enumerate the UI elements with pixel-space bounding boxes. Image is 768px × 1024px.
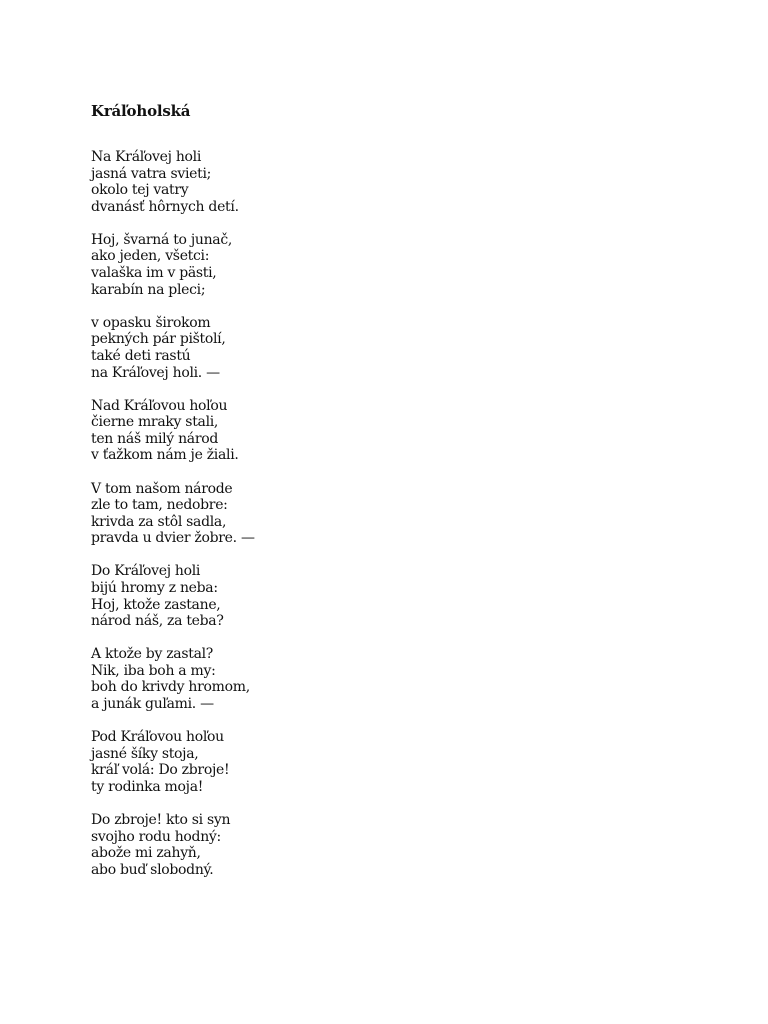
poem-line: bijú hromy z neba: — [91, 579, 218, 596]
poem-line: abo buď slobodný. — [91, 861, 214, 878]
stanza — [91, 812, 691, 878]
poem-line: Pod Kráľovou hoľou — [91, 729, 224, 746]
poem-line: v opasku širokom — [91, 314, 211, 331]
poem-line: jasná vatra svieti; — [91, 165, 212, 182]
poem-line: pekných pár pištolí, — [91, 331, 226, 348]
poem-line: abože mi zahyň, — [91, 845, 201, 862]
poem-line: Nad Kráľovou hoľou — [91, 397, 228, 414]
poem-line: krivda za stôl sadla, — [91, 513, 227, 530]
poem-line: pravda u dvier žobre. — — [91, 530, 255, 547]
poem-line: ty rodinka moja! — [91, 778, 204, 795]
poem-line: kráľ volá: Do zbroje! — [91, 762, 230, 779]
poem-line: svojho rodu hodný: — [91, 828, 221, 845]
stanza — [91, 563, 691, 629]
poem-line: jasné šíky stoja, — [91, 745, 199, 762]
poem-line: valaška im v pästi, — [91, 265, 217, 282]
poem-line: V tom našom národe — [91, 480, 233, 497]
poem-line: Do Kráľovej holi — [91, 563, 201, 580]
poem-line: na Kráľovej holi. — — [91, 364, 220, 381]
poem-body — [91, 149, 691, 878]
stanza — [91, 232, 691, 298]
poem-line: dvanásť hôrnych detí. — [91, 198, 239, 215]
poem-title: Kráľoholská — [91, 102, 191, 120]
stanza — [91, 315, 691, 381]
poem-line: A ktože by zastal? — [91, 646, 213, 663]
stanza — [91, 646, 691, 712]
poem-line: a junák guľami. — — [91, 696, 214, 713]
poem-line: okolo tej vatry — [91, 182, 189, 199]
stanza — [91, 729, 691, 795]
poem-line: národ náš, za teba? — [91, 613, 224, 630]
poem-line: karabín na pleci; — [91, 281, 206, 298]
stanza — [91, 149, 691, 215]
stanza — [91, 481, 691, 547]
poem-line: Do zbroje! kto si syn — [91, 812, 231, 828]
poem-line: Na Kráľovej holi — [91, 149, 202, 165]
poem-line: také deti rastú — [91, 347, 191, 364]
poem-line: boh do krivdy hromom, — [91, 679, 250, 696]
poem-line: Hoj, švarná to junač, — [91, 231, 233, 248]
poem-line: zle to tam, nedobre: — [91, 497, 228, 514]
poem-line: ako jeden, všetci: — [91, 248, 210, 265]
poem-line: Hoj, ktože zastane, — [91, 596, 221, 613]
poem-line: v ťažkom nám je žiali. — [91, 447, 239, 464]
stanza — [91, 398, 691, 464]
poem-line: ten náš milý národ — [91, 430, 219, 447]
poem-line: čierne mraky stali, — [91, 414, 219, 431]
poem-line: Nik, iba boh a my: — [91, 662, 216, 679]
document-page — [91, 100, 691, 895]
